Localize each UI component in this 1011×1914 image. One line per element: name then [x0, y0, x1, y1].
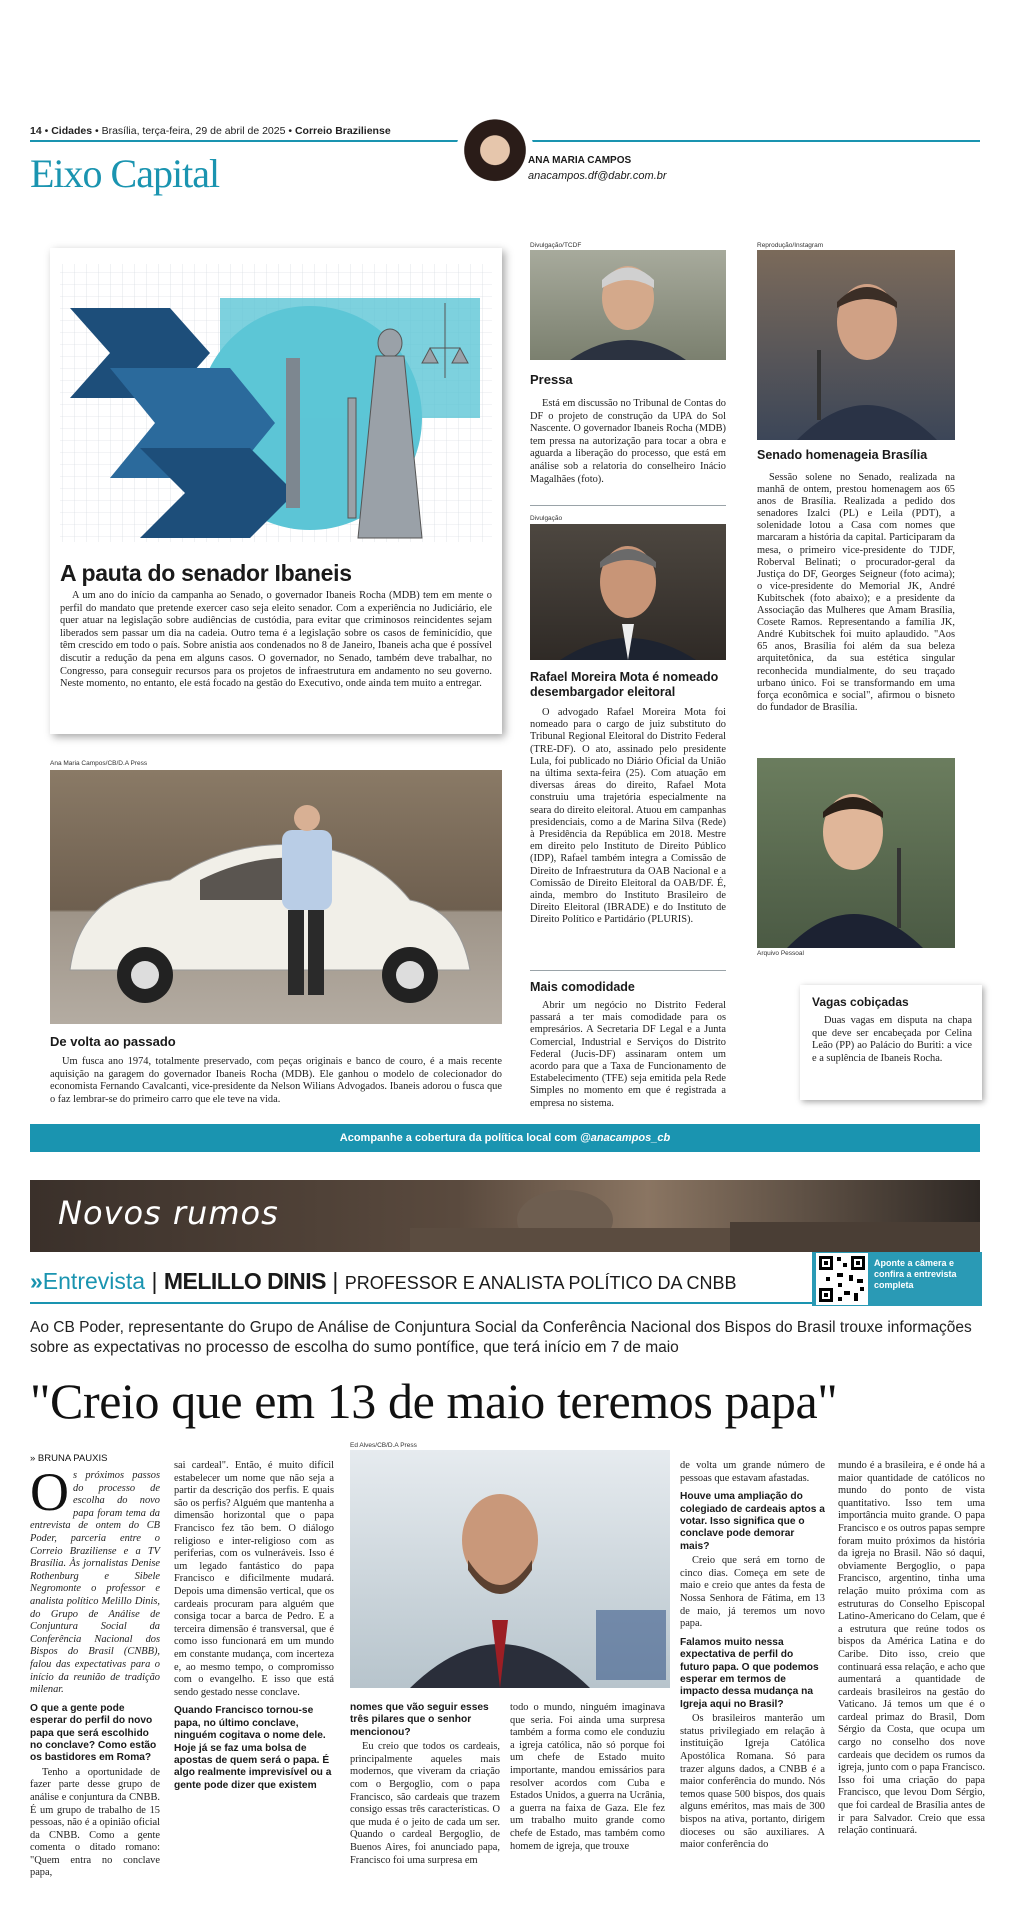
- interview-photo: [350, 1450, 670, 1688]
- passado-credit: Ana Maria Campos/CB/D.A Press: [50, 760, 148, 767]
- interview-question: Quando Francisco tornou-se papa, no último conclave, ninguém cogitava o nome dele. Hoje já se faz uma bolsa de apostas de quem será o papa. É algo realmente imprevisível ou a gente pode dizer que existem: [174, 1705, 332, 1791]
- portrait-image: [757, 758, 955, 948]
- social-handle-link[interactable]: @anacampos_cb: [580, 1132, 671, 1144]
- vagas-box: [800, 985, 982, 1100]
- beetle-car-image: [50, 770, 502, 1024]
- interview-question: Falamos muito nessa expectativa de perfil do futuro papa. O que podemos esperar em termos de impacto dessa mudança na Igreja aqui no Brasil?: [680, 1636, 819, 1710]
- pressa-title: Pressa: [530, 372, 573, 387]
- author-name: ANA MARIA CAMPOS: [528, 155, 632, 166]
- interview-answer: de volta um grande número de pessoas que estavam afastadas.: [680, 1460, 825, 1484]
- follow-bar: Acompanhe a cobertura da política local com @anacampos_cb: [30, 1124, 980, 1152]
- drop-cap: O: [30, 1462, 69, 1522]
- interview-photo-credit: Ed Alves/CB/D.A Press: [350, 1442, 417, 1449]
- portrait-image: [757, 250, 955, 440]
- main-headline: A pauta do senador Ibaneis: [60, 560, 352, 586]
- vagas-title: Vagas cobiçadas: [812, 995, 909, 1009]
- interview-col-6: [838, 1460, 985, 1838]
- interview-col-1: [30, 1462, 160, 1880]
- rafael-photo: [530, 524, 726, 660]
- rafael-body: O advogado Rafael Moreira Mota foi nomeado para o cargo de juiz substituto do Tribunal Regional Eleitoral do Distrito Federal (TRE-DF). O ato, assinado pelo presidente Lula, foi publicado no Diário Oficial da União na última sexta-feira (25). Com atuação em diversas áreas do direito, Rafael Mota construiu uma trajetória especialmente na seara do direito eleitoral. Atuou em campanhas presidenciais, como a de Marina Silva (Rede) à Presidência da República em 2018. Mestre em direito pelo Instituto de Direito Público (IDP), Rafael também integra a Comissão de Direito de Infraestrutura da OAB Nacional e a Comissão de Direito Eleitoral da OAB/DF. É, ainda, membro do Instituto Brasileiro de Direito Eleitoral (IBRADE) e do Instituto de Direito Político e Partidário (PLURIS).: [530, 707, 726, 926]
- qr-text: Aponte a câmera e confira a entrevista completa: [874, 1258, 957, 1290]
- interview-col-2: [174, 1460, 334, 1794]
- interview-question: Houve uma ampliação do colegiado de cardeais aptos a votar. Isso significa que o conclave pode demorar mais?: [680, 1491, 825, 1552]
- divider: [530, 970, 726, 971]
- author-photo: [455, 115, 535, 203]
- portrait-image: [530, 250, 726, 360]
- interview-col-4: [510, 1702, 665, 1853]
- comodidade-title: Mais comodidade: [530, 980, 635, 994]
- interview-col-3: [350, 1702, 500, 1867]
- main-story-box: [50, 248, 502, 734]
- passado-body: Um fusca ano 1974, totalmente preservado, com peças originais e banco de couro, é a mais recente aquisição na garagem do governador Ibaneis Rocha (MDB). Ele ganhou o modelo de colecionador do economista Fernando Cavalcanti, vice-presidente da Nelson Wilians Advogados. Ibaneis adorou o fusca que o faz lembrar-se do primeiro carro que ele teve na vida.: [50, 1056, 502, 1105]
- interview-answer: Eu creio que todos os cardeais, principalmente aqueles mais modernos, que viveram da criação com o Bergoglio, com o papa Francisco, são cardeais que trazem consigo essas três características. O que muda é o jeito de cada um ser. Quando o cardeal Bergoglio, de Buenos Aires, foi anunciado papa, Francisco foi uma surpresa em: [350, 1741, 500, 1866]
- main-body: A um ano do início da campanha ao Senado, o governador Ibaneis Rocha (MDB) tem em mente o perfil do mandato que pretende exercer caso seja eleito senador. Com a experiência no Judiciário, ele quer atuar na legislação sobre audiências de custódia, para evitar que criminosos reincidentes sejam liberados sem passar um dia na cadeia. Outro tema é a legislação sobre os casos de feminicídio, que têm crescido em todo o país. Sobre anistia aos condenados no 8 de Janeiro, Ibaneis acha que é possível discutir a redução da pena em alguns casos. O governador, no Senado, também deve trabalhar, no Congresso, para conseguir recursos para os projetos de infraestrutura em andamento no seu governo. Neste momento, no entanto, ele está focado na gestão do Executivo, onde ainda tem muito a entregar.: [60, 590, 492, 690]
- interview-answer: sai cardeal". Então, é muito difícil estabelecer um nome que não seja a partir da descrição dos perfis. E quais são os perfis? Alguém que mantenha a dimensão horizontal que o papa Francisco fez tão bem. O diálogo religioso e inter-religioso com as periferias, com os vulneráveis. Isso é um legado fantástico do papa Francisco e dificilmente mudará. Depois uma dimensão vertical, que os cardeais procuram para alguém que consiga tocar a barca de Pedro. E a terceira dimensão é transversal, que é como isso funcionará em um mundo em constante mudança, com incerteza e, ao mesmo tempo, o compromisso com o evangelho. E isso que está sendo gestado nesse conclave.: [174, 1460, 334, 1698]
- qr-code-icon[interactable]: [816, 1253, 868, 1305]
- column-title: Eixo Capital: [30, 151, 220, 196]
- justice-illustration: [50, 248, 502, 548]
- banner-title: Novos rumos: [58, 1194, 279, 1232]
- senado-credit2: Arquivo Pessoal: [757, 950, 804, 957]
- qr-box[interactable]: [812, 1252, 982, 1306]
- interview-answer: Creio que será em torno de cinco dias. Começa em sete de maio e creio que antes da festa de Nossa Senhora de Fátima, em 13 de maio, já teremos um novo papa.: [680, 1555, 825, 1630]
- passado-photo: [50, 770, 502, 1024]
- pressa-credit: Divulgação/TCDF: [530, 242, 582, 249]
- senado-title: Senado homenageia Brasília: [757, 448, 928, 462]
- intro-text: Ao CB Poder, representante do Grupo de Análise de Conjuntura Social da Conferência Nacional dos Bispos do Brasil trouxe informações sobre as expectativas no processo de escolha do sumo pontífice, que terá início em 7 de maio: [30, 1319, 972, 1356]
- interview-question: O que a gente pode esperar do perfil do novo papa que será escolhido no conclave? Como estão os bastidores em Roma?: [30, 1702, 157, 1764]
- comodidade-body: Abrir um negócio no Distrito Federal passará a ter mais comodidade para os empresários. A Secretaria DF Legal e a Junta Comercial, Industrial e Serviços do Distrito Federal (Jucis-DF) assinaram ontem um acordo para que a Taxa de Funcionamento de Estabelecimento (TFE) seja emitida pela Rede Simples no momento em que é registrada a empresa no sistema.: [530, 1000, 726, 1109]
- interview-answer: todo o mundo, ninguém imaginava que seria. Foi ainda uma surpresa também a forma como ele conduziu a igreja católica, não só porque foi um chefe de Estado muito importante, mandou emissários para resolver acordos com Cuba e Estados Unidos, a guerra na Ucrânia, a guerra na faixa de Gaza. Ele fez um trabalho muito grande como chefe de Estado, mas também como homem de igreja, que trouxe: [510, 1702, 665, 1852]
- senado-body: Sessão solene no Senado, realizada na manhã de ontem, prestou homenagem aos 65 anos de Brasília. Realizada a pedido dos senadores Izalci (PL) e Leila (PDT), a solenidade lotou a Casa com nomes que marcaram a história da capital. Participaram da mesa, o primeiro vice-presidente do TJDF, Roberval Belinati; o procurador-geral da Justiça do DF, Georges Seigneur (foto acima); o vice-presidente do Memorial JK, André Kubitschek (foto abaixo); e a presidente da Associação das Mulheres que Amam Brasília, Cosete Ramos. Representando a família JK, André Kubitschek foi muito aplaudido. "Aos 65 anos, Brasília foi além da sua beleza arquitetônica, da sua estética singular reconhecida mundialmente, do seu traçado urbano único. Foi se transformando em uma força econômica e social", afirmou o bisneto do fundador de Brasília.: [757, 472, 955, 713]
- interview-answer: mundo é a brasileira, e é onde há a maior quantidade de católicos no mundo do ponto de vista quantitativo. Isso tem uma importância muito grande. O papa Francisco e os outros papas sempre foram muito próximos da história da igreja no Brasil. Não só daqui, obviamente Bergoglio, o papa Francisco, argentino, tinha uma relação muito próxima com as estruturas do Conselho Episcopal Latino-Americano do Celam, que é a estrutura que reúne todos os bispos da América Latina e do Caribe. Dito isso, creio que continuará essa relação, e acho que aumentará a quantidade de cardeais brasileiros na gestão do Vaticano. Já temos um que é o cardeal primaz do Brasil, Dom Sérgio da Costa, que ocupa um cargo no conselho dos nove cardeais que decidem os rumos da igreja, junto com o papa Francisco. Isso foi uma criação do papa Francisco, que levou Dom Sérgio, que foi cardeal de Brasília antes de ir para Salvador. Creio que essa relação continuará.: [838, 1460, 985, 1837]
- portrait-image: [530, 524, 726, 660]
- novos-rumos-banner: [30, 1180, 980, 1252]
- interview-headline: "Creio que em 13 de maio teremos papa": [30, 1373, 838, 1429]
- byline: » BRUNA PAUXIS: [30, 1453, 108, 1464]
- rafael-title: Rafael Moreira Mota é nomeado desembargador eleitoral: [530, 670, 719, 699]
- rafael-credit: Divulgação: [530, 515, 563, 522]
- entrevista-label-block: »Entrevista | MELILLO DINIS | PROFESSOR E ANALISTA POLÍTICO DA CNBB: [30, 1268, 737, 1294]
- interview-col-5: [680, 1460, 825, 1852]
- author-email: anacampos.df@dabr.com.br: [528, 170, 667, 182]
- page-dateline: 14 • Cidades • Brasília, terça-feira, 29 de abril de 2025 • Correio Braziliense: [30, 125, 391, 137]
- vagas-body: Duas vagas em disputa na chapa que deve ser encabeçada por Celina Leão (PP) ao Palácio do Buriti: a vice e a suplência de Ibaneis Rocha.: [812, 1015, 972, 1064]
- interview-question: nomes que vão seguir esses três pilares que o senhor mencionou?: [350, 1702, 489, 1738]
- senado-photo-top: [757, 250, 955, 440]
- interview-answer: Os brasileiros manterão um status privilegiado em relação à instituição Igreja Católica Apostólica Romana. Só para trazer alguns dados, a CNBB é a maior conferência do mundo. Nós temos quase 500 bispos, dos quais alguns eméritos, mas mais de 300 bispos na ativa, portanto, dirigem dioceses ou são auxiliares. A maior conferência do: [680, 1713, 825, 1851]
- pressa-photo: [530, 250, 726, 360]
- divider: [530, 505, 726, 506]
- interview-answer: Tenho a oportunidade de fazer parte desse grupo de análise e conjuntura da CNBB. É um grupo de trabalho de 15 pessoas, não é a opinião oficial da CNBB. Como a gente comenta o ditado romano: "Quem entra no conclave papa,: [30, 1766, 160, 1879]
- pressa-body: Está em discussão no Tribunal de Contas do DF o projeto de construção da UPA do Sol Nascente. O governador Ibaneis Rocha (MDB) tem pressa na autorização para tocar a obra e aguarda a liberação do processo, que está em análise sob a relatoria do conselheiro Inácio Magalhães (foto).: [530, 398, 726, 485]
- interviewee-image: [350, 1450, 670, 1688]
- interview-lead: s próximos passos do processo de escolha do novo papa foram tema da entrevista de ontem do CB Poder, parceria entre o Correio Braziliense e a TV Brasília. Às jornalistas Denise Rothenburg e Sibele Negromonte o professor e analista político Melillo Dinis, do Grupo de Análise de Conjuntura Social da Conferência Nacional dos Bispos do Brasil (CNBB), falou das expectativas para o início da reunião de tradição milenar.: [30, 1470, 160, 1696]
- senado-photo-bottom: [757, 758, 955, 948]
- passado-title: De volta ao passado: [50, 1034, 176, 1049]
- senado-credit: Reprodução/Instagram: [757, 242, 824, 249]
